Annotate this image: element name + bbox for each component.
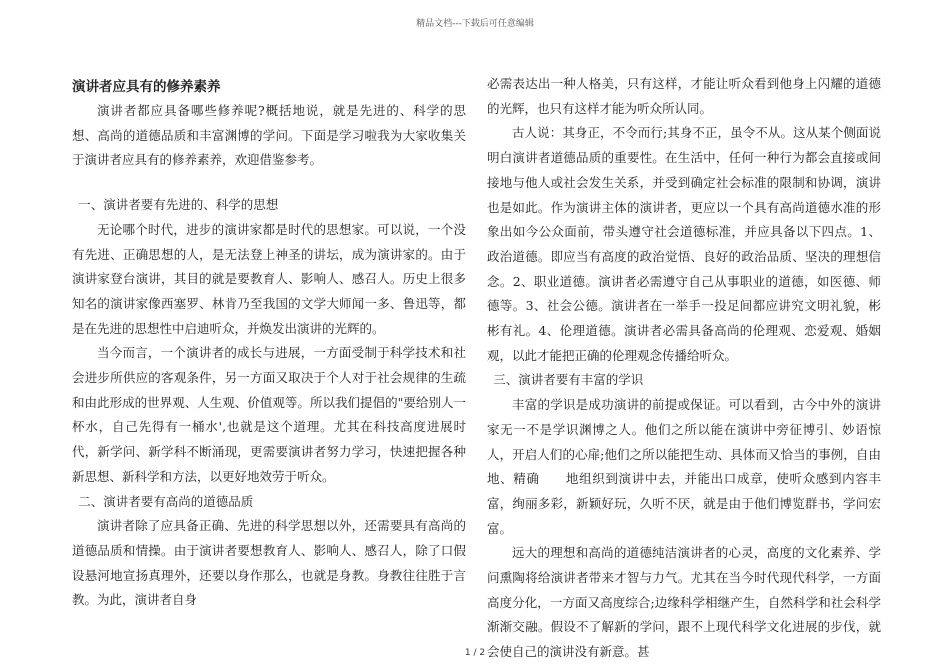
spacer <box>72 173 466 193</box>
right-column <box>487 72 881 665</box>
body-paragraph: 演讲者除了应具备正确、先进的科学思想以外，还需要具有高尚的道德品质和情操。由于演讲者要想教育人、影响人、感召人，除了口假设悬河地宣扬真理外，还要以身作那么，也就是身教。身教往往胜于言教。为此，演讲者自身 <box>72 518 466 608</box>
section-heading-3: 三、演讲者要有丰富的学识 <box>493 372 644 388</box>
intro-paragraph: 演讲者都应具备哪些修养呢?概括地说，就是先进的、科学的思想、高尚的道德品质和丰富渊博的学问。下面是学习啦我为大家收集关于演讲者应具有的修养素养，欢迎借鉴参考。 <box>72 103 466 168</box>
body-paragraph: 无论哪个时代，进步的演讲家都是时代的思想家。可以说，一个没有先进、正确思想的人，是无法登上神圣的讲坛，成为演讲家的。由于演讲家登台演讲，其目的就是要教育人、影响人、感召人。历史上很多知名的演讲家像西塞罗、林肯乃至我国的文学大师闻一多、鲁迅等，都是在先进的思想性中启迪听众，并焕发出演讲的光辉的。 <box>72 221 466 336</box>
body-paragraph: 古人说：其身正，不令而行;其身不正，虽令不从。这从某个侧面说明白演讲者道德品质的重要性。在生活中，任何一种行为都会直接或间接地与他人或社会发生关系，并受到确定社会标准的限制和协调，演讲也是如此。作为演讲主体的演讲者，更应以一个具有高尚道德水准的形象出如今公众面前，带头遵守社会道德标准，并应具备以下四点。1、政治道德。即应当有高度的政治觉悟、良好的政治品质、坚决的理想信念。2、职业道德。演讲者必需遵守自己从事职业的道德，如医德、师德等。3、社会公德。演讲者在一举手一投足间都应讲究文明礼貌，彬彬有礼。4、伦理道德。演讲者必需具备高尚的伦理观、恋爱观、婚姻观，以此才能把正确的伦理观念传播给听众。 <box>487 125 881 363</box>
left-column <box>72 76 466 613</box>
section-heading-2: 二、演讲者要有高尚的道德品质 <box>78 493 254 509</box>
body-paragraph: 当今而言，一个演讲者的成长与进展，一方面受制于科学技术和社会进步所供应的客观条件，另一方面又取决于个人对于社会规律的生疏和由此形成的世界观、人生观、价值观等。所以我们提倡的"要给别人一杯水，自己先得有一桶水',也就是这个道理。尤其在科技高度进展时代，新学问、新学科不断涌现，更需要演讲者努力学习，快速把握各种新思想、新科学和方法，以更好地效劳于听众。 <box>72 345 466 484</box>
section-heading-1: 一、演讲者要有先进的、科学的思想 <box>78 197 279 213</box>
body-paragraph: 远大的理想和高尚的道德纯洁演讲者的心灵，高度的文化素养、学问熏陶将给演讲者带来才智与力气。尤其在当今时代现代科学，一方面高度分化，一方面又高度综合;边缘科学相继产生，自然科学和社会科学渐渐交融。假设不了解新的学问，跟不上现代科学文化进展的步伐，就会使自己的演讲没有新意。甚 <box>487 545 881 660</box>
page-number: 1 / 2 <box>464 648 486 658</box>
page-header: 精品文档---下载后可任意编辑 <box>416 19 534 29</box>
body-paragraph: 丰富的学识是成功演讲的前提或保证。可以看到，古今中外的演讲家无一不是学识渊博之人。他们之所以能在演讲中旁征博引、妙语惊人，开启人们的心扉;他们之所以能把生动、具体而又恰当的事例，自由地、精确 地组织到演讲中去，并能出口成章，使听众感到内容丰富，绚丽多彩，新颖好玩，久听不厌，就是由于他们博览群书，学问宏富。 <box>487 397 881 536</box>
body-paragraph-continued: 必需表达出一种人格美，只有这样，才能让听众看到他身上闪耀的道德的光辉，也只有这样才能为听众所认同。 <box>487 76 881 116</box>
document-title: 演讲者应具有的修养素养 <box>72 79 221 95</box>
